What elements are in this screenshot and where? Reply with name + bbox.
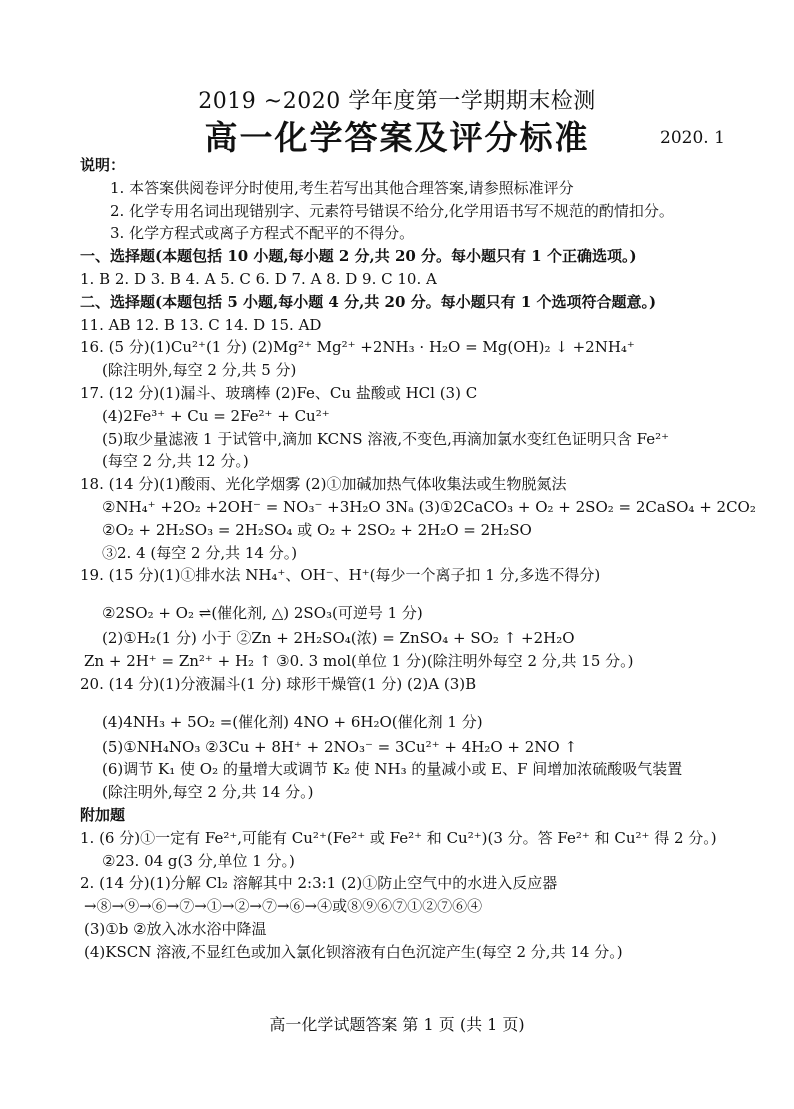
- section-heading-choice-1: 一、选择题(本题包括 10 小题,每小题 2 分,共 20 分。每小题只有 1 个正确选项。): [80, 247, 637, 266]
- answer-line: 16. (5 分)(1)Cu²⁺(1 分) (2)Mg²⁺ Mg²⁺ +2NH₃ · H₂O = Mg(OH)₂ ↓ +2NH₄⁺: [80, 338, 635, 357]
- answer-line: (3)①b ②放入冰水浴中降温: [84, 919, 267, 938]
- answer-line: ③2. 4 (每空 2 分,共 14 分。): [102, 543, 298, 562]
- answer-line: 11. AB 12. B 13. C 14. D 15. AD: [80, 315, 322, 334]
- answer-line: 17. (12 分)(1)漏斗、玻璃棒 (2)Fe、Cu 盐酸或 HCl (3) C: [80, 383, 478, 402]
- answer-line: (除注明外,每空 2 分,共 14 分。): [102, 783, 314, 802]
- answer-key-title: 高一化学答案及评分标准: [204, 118, 590, 157]
- answer-line: ②23. 04 g(3 分,单位 1 分。): [102, 851, 295, 870]
- answer-line: 1. B 2. D 3. B 4. A 5. C 6. D 7. A 8. D 9. C 10. A: [80, 269, 437, 288]
- answer-line: (4)2Fe³⁺ + Cu = 2Fe²⁺ + Cu²⁺: [102, 406, 330, 425]
- answer-line: (6)调节 K₁ 使 O₂ 的量增大或调节 K₂ 使 NH₃ 的量减小或 E、F 间增加浓硫酸吸气装置: [102, 760, 683, 779]
- answer-line: ②2SO₂ + O₂ ⇌(催化剂, △) 2SO₃(可逆号 1 分): [102, 604, 423, 623]
- notes-heading: 说明：: [80, 156, 126, 174]
- answer-line: Zn + 2H⁺ = Zn²⁺ + H₂ ↑ ③0. 3 mol(单位 1 分)(除注明外每空 2 分,共 15 分。): [84, 651, 634, 670]
- answer-line: 18. (14 分)(1)酸雨、光化学烟雾 (2)①加碱加热气体收集法或生物脱氮法: [80, 475, 567, 494]
- answer-line: ②NH₄⁺ +2O₂ +2OH⁻ = NO₃⁻ +3H₂O 3Nₐ (3)①2CaCO₃ + O₂ + 2SO₂ = 2CaSO₄ + 2CO₂: [102, 497, 756, 516]
- answer-line: (4)4NH₃ + 5O₂ =(催化剂) 4NO + 6H₂O(催化剂 1 分): [102, 712, 483, 731]
- answer-body: [80, 154, 756, 964]
- answer-line: (除注明外,每空 2 分,共 5 分): [102, 361, 297, 380]
- note-line: 1. 本答案供阅卷评分时使用,考生若写出其他合理答案,请参照标准评分: [110, 178, 574, 197]
- section-heading-choice-2: 二、选择题(本题包括 5 小题,每小题 4 分,共 20 分。每小题只有 1 个选项符合题意。): [80, 292, 657, 311]
- answer-line: 1. (6 分)①一定有 Fe²⁺,可能有 Cu²⁺(Fe²⁺ 或 Fe²⁺ 和 Cu²⁺)(3 分。答 Fe²⁺ 和 Cu²⁺ 得 2 分。): [80, 828, 717, 847]
- note-line: 3. 化学方程式或离子方程式不配平的不得分。: [110, 224, 415, 243]
- page-footer: 高一化学试题答案 第 1 页 (共 1 页): [269, 1015, 525, 1034]
- answer-line: 19. (15 分)(1)①排水法 NH₄⁺、OH⁻、H⁺(每少一个离子扣 1 分,多选不得分): [80, 566, 601, 585]
- exam-term-title: 2019 ~2020 学年度第一学期期末检测: [198, 89, 596, 114]
- answer-line: (5)取少量滤液 1 于试管中,滴加 KCNS 溶液,不变色,再滴加氯水变红色证明只含 Fe²⁺: [102, 429, 670, 448]
- note-line: 2. 化学专用名词出现错别字、元素符号错误不给分,化学用语书写不规范的酌情扣分。: [110, 201, 674, 220]
- answer-line: (每空 2 分,共 12 分。): [102, 452, 249, 471]
- answer-line: (2)①H₂(1 分) 小于 ②Zn + 2H₂SO₄(浓) = ZnSO₄ + SO₂ ↑ +2H₂O: [102, 629, 575, 648]
- answer-line: 20. (14 分)(1)分液漏斗(1 分) 球形干燥管(1 分) (2)A (3)B: [80, 674, 477, 693]
- answer-line: →⑧→⑨→⑥→⑦→①→②→⑦→⑥→④或⑧⑨⑥⑦①②⑦⑥④: [84, 897, 483, 916]
- answer-line: (5)①NH₄NO₃ ②3Cu + 8H⁺ + 2NO₃⁻ = 3Cu²⁺ + 4H₂O + 2NO ↑: [102, 737, 578, 756]
- answer-line: ②O₂ + 2H₂SO₃ = 2H₂SO₄ 或 O₂ + 2SO₂ + 2H₂O = 2H₂SO: [102, 520, 532, 539]
- exam-date: 2020. 1: [660, 128, 725, 148]
- answer-line: (4)KSCN 溶液,不显红色或加入氯化钡溶液有白色沉淀产生(每空 2 分,共 14 分。): [84, 942, 623, 961]
- bonus-heading: 附加题: [80, 805, 126, 824]
- answer-line: 2. (14 分)(1)分解 Cl₂ 溶解其中 2:3:1 (2)①防止空气中的水进入反应器: [80, 874, 558, 893]
